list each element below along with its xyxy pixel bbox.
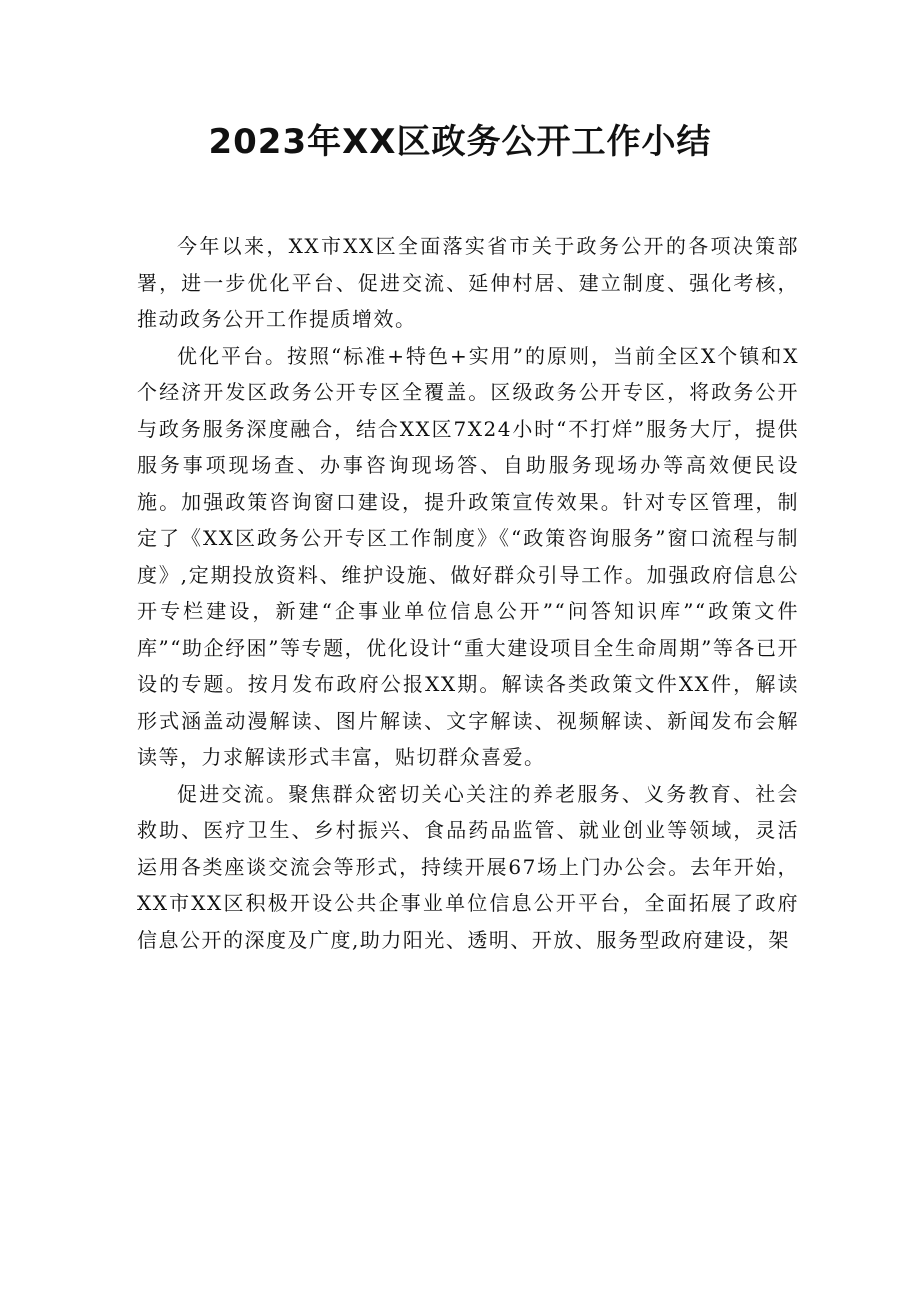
document-title: 2023年XX区政务公开工作小结 [208,122,712,162]
paragraph-optimize-platform: 优化平台。按照“标准+特色+实用”的原则，当前全区X个镇和X个经济开发区政务公开专区全覆盖。区级政务公开专区，将政务公开与政务服务深度融合，结合XX区7X24小时“不打烊”服务大厅，提供服务事项现场查、办事咨询现场答、自助服务现场办等高效便民设施。加强政策咨询窗口建设，提升政策宣传效果。针对专区管理，制定了《XX区政务公开专区工作制度》《“政策咨询服务”窗口流程与制度》,定期投放资料、维护设施、做好群众引导工作。加强政府信息公开专栏建设，新建“企事业单位信息公开”“问答知识库”“政策文件库”“助企纾困”等专题，优化设计“重大建设项目全生命周期”等各已开设的专题。按月发布政府公报XX期。解读各类政策文件XX件，解读形式涵盖动漫解读、图片解读、文字解读、视频解读、新闻发布会解读等，力求解读形式丰富，贴切群众喜爱。 [137,343,799,769]
paragraph-promote-exchange: 促进交流。聚焦群众密切关心关注的养老服务、义务教育、社会救助、医疗卫生、乡村振兴、食品药品监管、就业创业等领域，灵活运用各类座谈交流会等形式，持续开展67场上门办公会。去年开始，XX市XX区积极开设公共企事业单位信息公开平台，全面拓展了政府信息公开的深度及广度,助力阳光、透明、开放、服务型政府建设，架 [137,781,799,952]
paragraph-intro: 今年以来，XX市XX区全面落实省市关于政务公开的各项决策部署，进一步优化平台、促进交流、延伸村居、建立制度、强化考核，推动政务公开工作提质增效。 [137,234,799,331]
document-body [137,228,799,958]
